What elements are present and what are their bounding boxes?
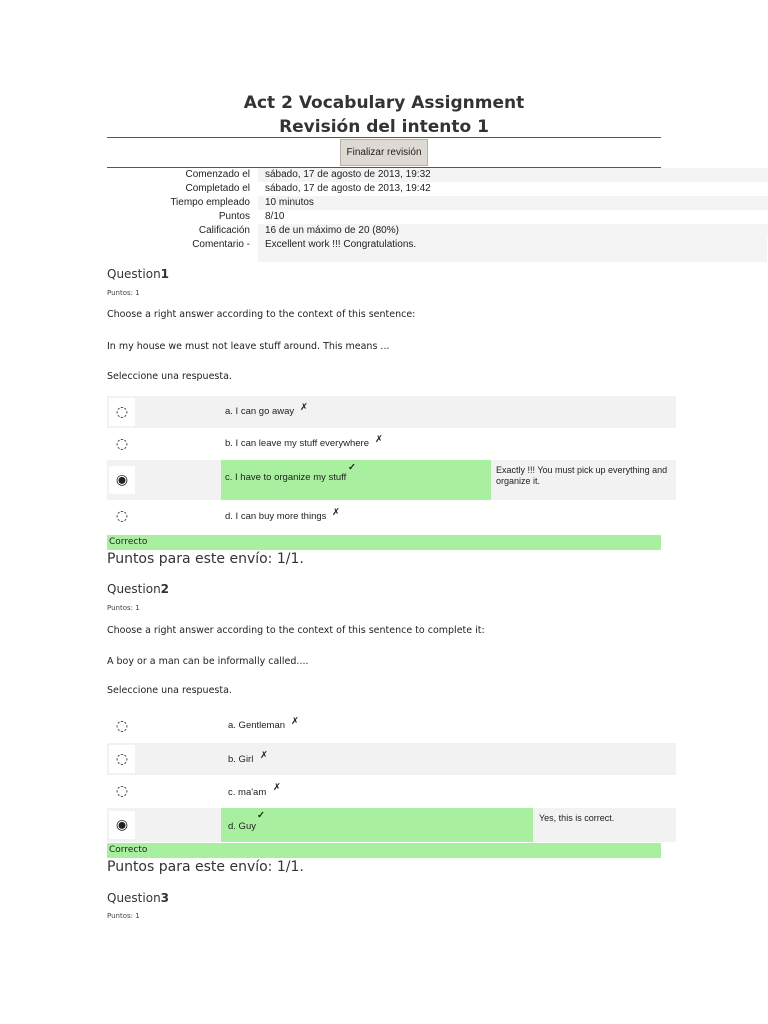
summary-row-comment bbox=[107, 238, 767, 262]
radio-icon[interactable]: ◉ bbox=[109, 466, 135, 494]
attempt-summary-table bbox=[107, 168, 767, 262]
option-label: a. I can go away bbox=[225, 406, 295, 417]
question-heading bbox=[107, 267, 169, 281]
answer-option[interactable] bbox=[107, 396, 676, 428]
option-label: b. I can leave my stuff everywhere bbox=[225, 438, 369, 449]
answer-option-selected[interactable] bbox=[107, 808, 676, 842]
summary-value: 16 de un máximo de 20 (80%) bbox=[265, 225, 399, 236]
answer-feedback: Yes, this is correct. bbox=[539, 813, 615, 823]
summary-label: Comentario - bbox=[192, 239, 250, 250]
answer-option-selected[interactable] bbox=[107, 460, 676, 500]
correct-answer-highlight bbox=[221, 808, 533, 842]
answer-option[interactable] bbox=[107, 743, 676, 775]
answer-instruction: Seleccione una respuesta. bbox=[107, 371, 232, 382]
page-title: Act 2 Vocabulary Assignment bbox=[243, 93, 525, 113]
answer-option[interactable] bbox=[107, 775, 676, 807]
summary-label: Calificación bbox=[198, 225, 250, 236]
result-status: Correcto bbox=[107, 843, 661, 858]
result-status: Correcto bbox=[107, 535, 661, 550]
option-label: d. I can buy more things bbox=[225, 511, 327, 522]
answer-instruction: Seleccione una respuesta. bbox=[107, 685, 232, 696]
question-label: Question bbox=[107, 267, 161, 281]
summary-label: Puntos bbox=[218, 211, 250, 222]
question-heading bbox=[107, 891, 169, 905]
summary-row-grade bbox=[107, 224, 767, 238]
answer-option[interactable] bbox=[107, 500, 676, 532]
finish-review-button[interactable]: Finalizar revisión bbox=[340, 139, 428, 166]
radio-icon[interactable]: ◌ bbox=[109, 745, 135, 773]
summary-label: Completado el bbox=[185, 183, 250, 194]
question-points: Puntos: 1 bbox=[107, 604, 140, 612]
summary-value: 8/10 bbox=[265, 211, 285, 222]
summary-value: Excellent work !!! Congratulations. bbox=[265, 239, 417, 250]
option-label: d. Guy bbox=[228, 821, 256, 832]
check-icon: ✓ bbox=[348, 462, 356, 473]
summary-value: sábado, 17 de agosto de 2013, 19:42 bbox=[265, 183, 431, 194]
summary-row-time bbox=[107, 196, 767, 210]
question-heading bbox=[107, 582, 169, 596]
summary-value: sábado, 17 de agosto de 2013, 19:32 bbox=[265, 169, 431, 180]
question-number: 3 bbox=[160, 891, 170, 905]
cross-icon: ✗ bbox=[375, 434, 383, 445]
summary-value: 10 minutos bbox=[265, 197, 314, 208]
submission-score: Puntos para este envío: 1/1. bbox=[107, 551, 304, 567]
summary-row-points bbox=[107, 210, 767, 224]
question-prompt: Choose a right answer according to the context of this sentence: bbox=[107, 309, 416, 320]
radio-icon[interactable]: ◌ bbox=[109, 502, 135, 530]
answer-feedback: Exactly !!! You must pick up everything and organize it. bbox=[496, 465, 668, 486]
cross-icon: ✗ bbox=[273, 782, 281, 793]
question-points: Puntos: 1 bbox=[107, 912, 140, 920]
option-label: c. I have to organize my stuff bbox=[225, 472, 347, 483]
cross-icon: ✗ bbox=[332, 507, 340, 518]
divider bbox=[107, 137, 661, 138]
summary-row-started bbox=[107, 168, 767, 182]
option-label: b. Girl bbox=[228, 754, 254, 765]
question-label: Question bbox=[107, 582, 161, 596]
page-subtitle: Revisión del intento 1 bbox=[279, 117, 489, 137]
radio-icon[interactable]: ◌ bbox=[109, 398, 135, 426]
answer-option[interactable] bbox=[107, 710, 676, 742]
question-sentence: A boy or a man can be informally called.... bbox=[107, 656, 309, 667]
question-label: Question bbox=[107, 891, 161, 905]
summary-label: Comenzado el bbox=[185, 169, 250, 180]
question-prompt: Choose a right answer according to the context of this sentence to complete it: bbox=[107, 625, 485, 636]
radio-icon[interactable]: ◌ bbox=[109, 777, 135, 805]
answer-option[interactable] bbox=[107, 428, 676, 460]
radio-icon[interactable]: ◌ bbox=[109, 430, 135, 458]
cross-icon: ✗ bbox=[291, 716, 299, 727]
summary-row-completed bbox=[107, 182, 767, 196]
option-label: a. Gentleman bbox=[228, 720, 286, 731]
question-number: 2 bbox=[160, 582, 170, 596]
cross-icon: ✗ bbox=[260, 750, 268, 761]
cross-icon: ✗ bbox=[300, 402, 308, 413]
option-label: c. ma'am bbox=[228, 787, 267, 798]
question-sentence: In my house we must not leave stuff around. This means ... bbox=[107, 341, 390, 352]
radio-icon[interactable]: ◌ bbox=[109, 712, 135, 740]
question-number: 1 bbox=[160, 267, 170, 281]
check-icon: ✓ bbox=[257, 810, 265, 821]
question-points: Puntos: 1 bbox=[107, 289, 140, 297]
radio-icon[interactable]: ◉ bbox=[109, 811, 135, 839]
submission-score: Puntos para este envío: 1/1. bbox=[107, 859, 304, 875]
summary-label: Tiempo empleado bbox=[170, 197, 250, 208]
